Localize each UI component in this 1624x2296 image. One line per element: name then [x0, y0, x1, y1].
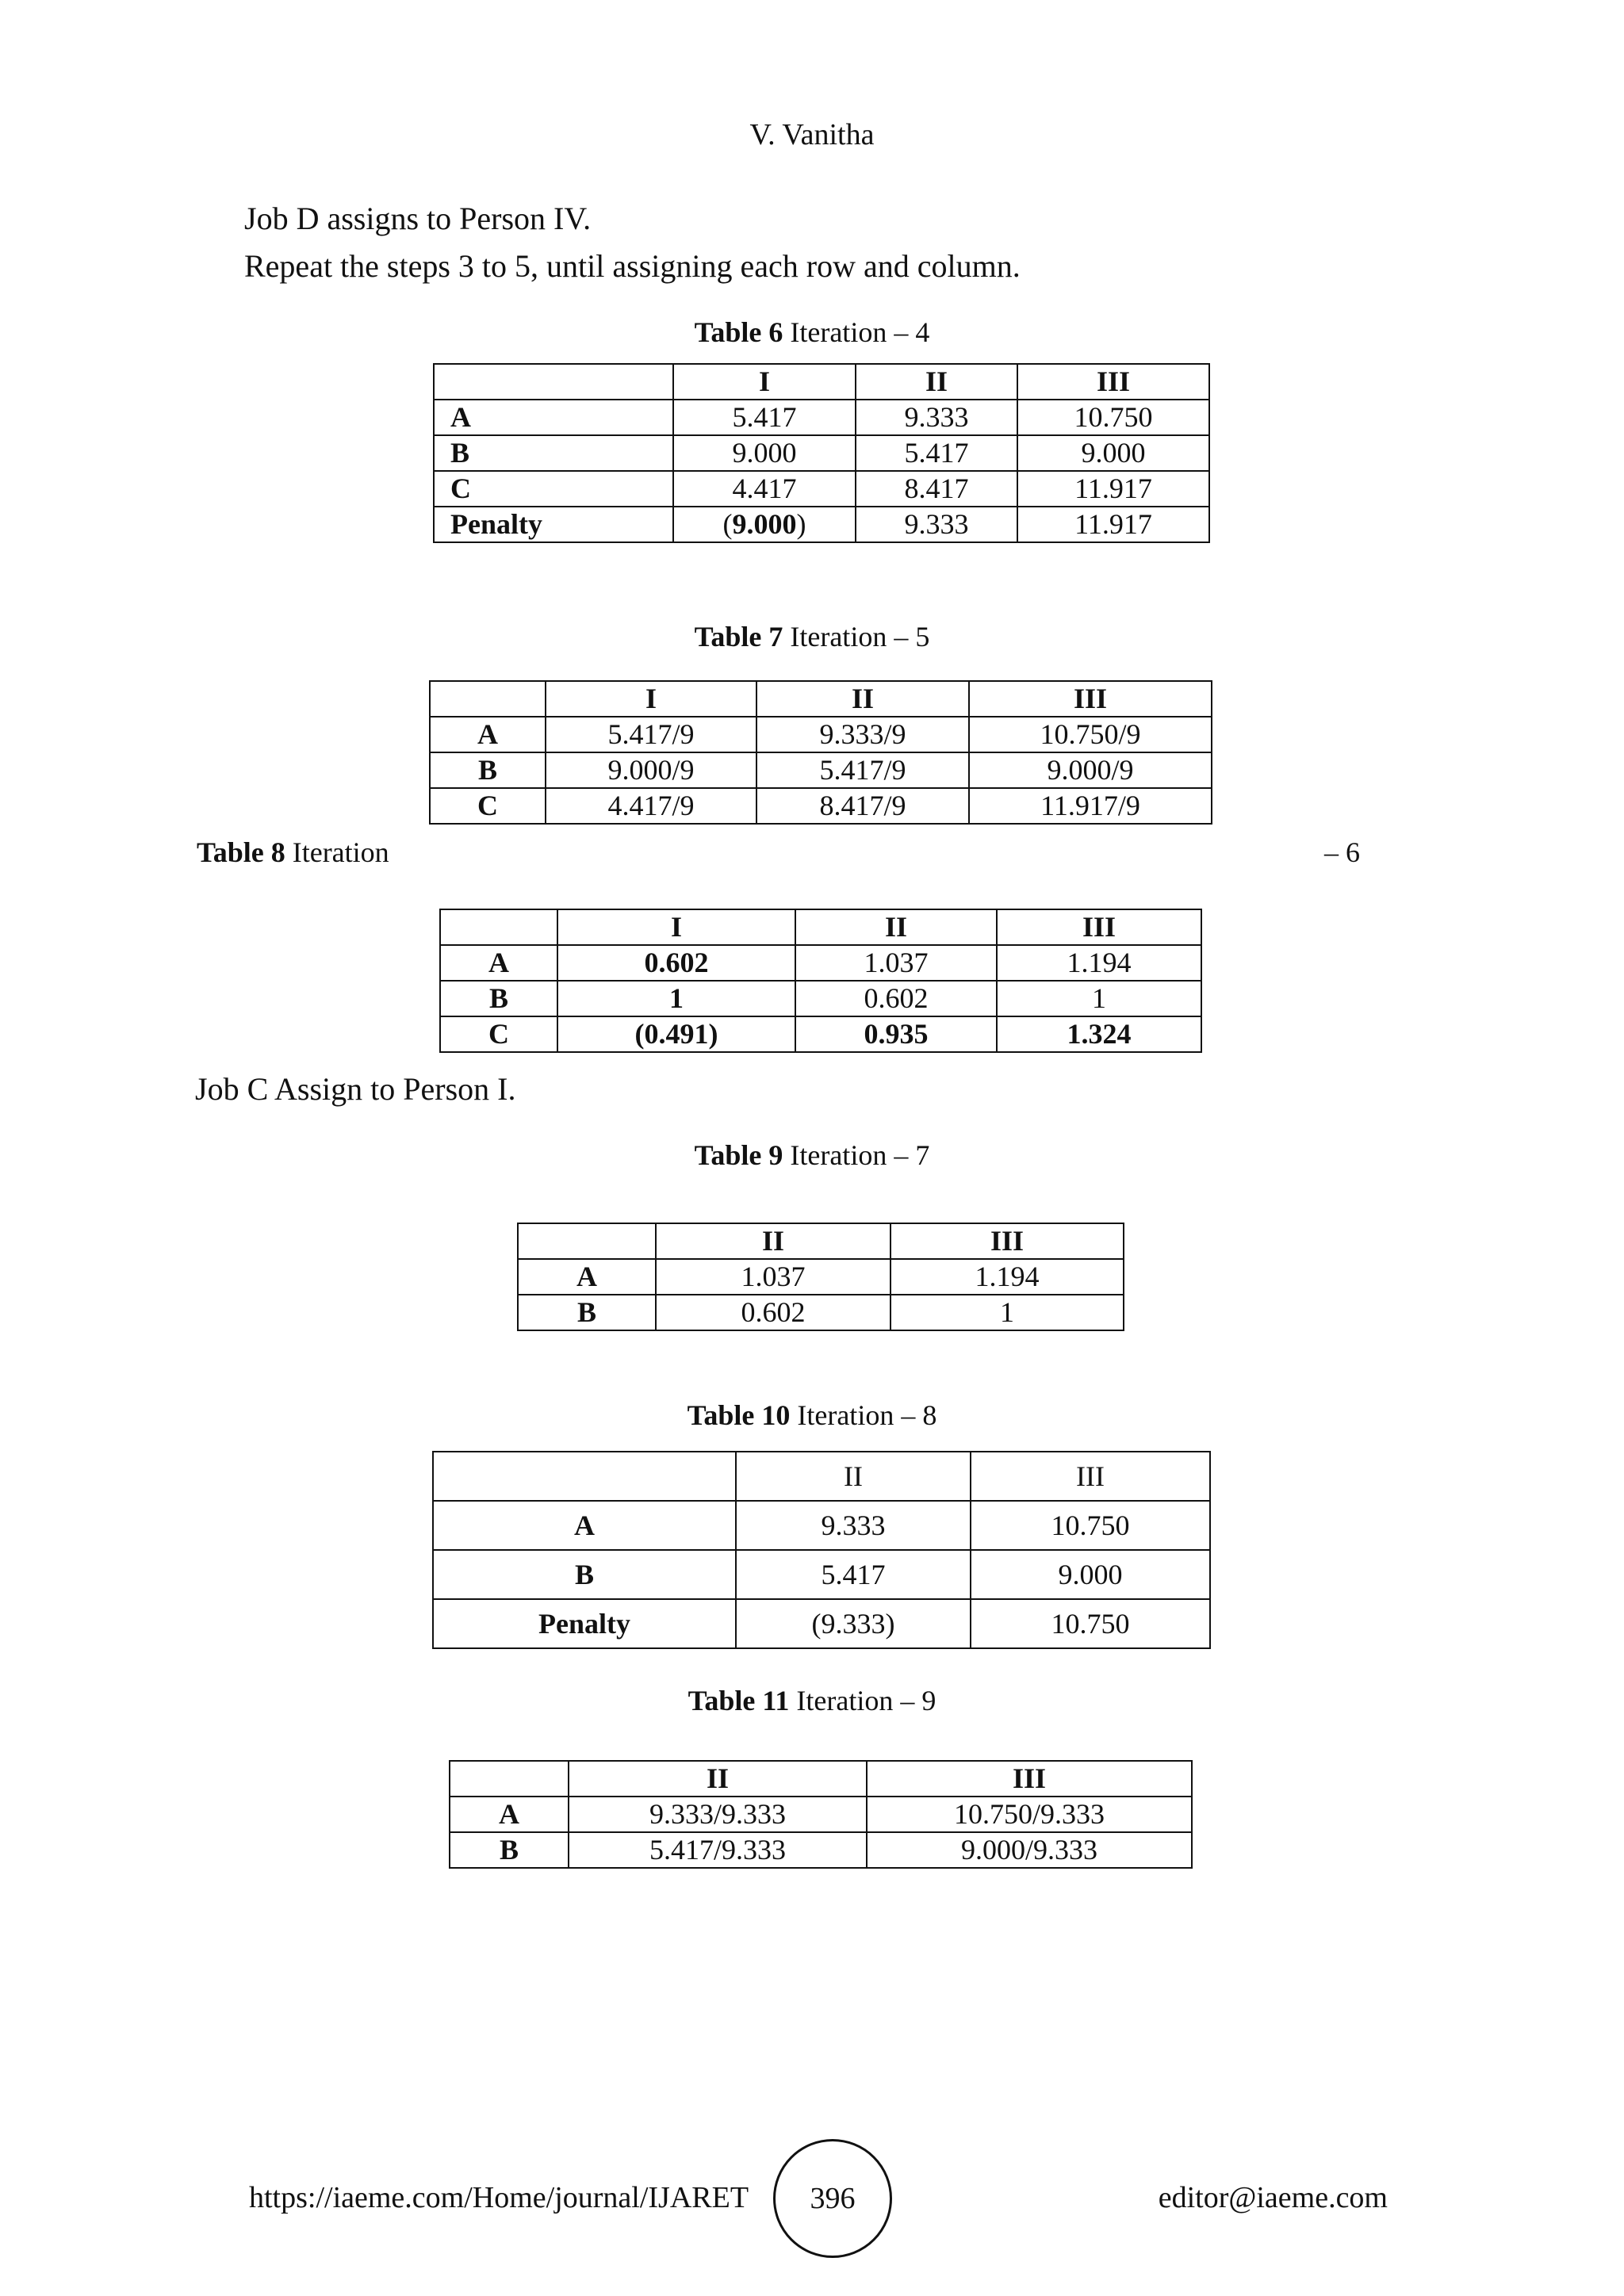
table9-caption [0, 1138, 1624, 1172]
table-8 [439, 909, 1202, 1053]
table-header-cell: III [867, 1761, 1192, 1797]
table-cell: 5.417/9 [546, 717, 756, 752]
paragraph-job-d: Job D assigns to Person IV. [244, 201, 592, 236]
table-header-cell: III [969, 681, 1212, 717]
table-header-cell [440, 909, 557, 945]
table-row [450, 1832, 1192, 1868]
row-label: Penalty [434, 507, 673, 542]
table-header-cell: II [795, 909, 997, 945]
row-label: Penalty [433, 1599, 736, 1648]
table10-caption-label: Table 10 [687, 1399, 791, 1431]
table-11 [449, 1760, 1193, 1869]
table-cell: 10.750 [971, 1501, 1210, 1550]
table-cell: 9.000 [673, 435, 856, 471]
table9-caption-text: Iteration – 7 [790, 1139, 930, 1171]
table-cell: 11.917/9 [969, 788, 1212, 824]
table-row [440, 945, 1201, 981]
page-number [773, 2139, 892, 2258]
table-header-cell: II [856, 364, 1017, 400]
table-cell: 0.602 [795, 981, 997, 1016]
row-label: B [434, 435, 673, 471]
table-cell: 9.000/9 [969, 752, 1212, 788]
table7-caption-label: Table 7 [694, 621, 783, 652]
footer-url[interactable]: https://iaeme.com/Home/journal/IJARET [249, 2181, 749, 2214]
row-label: A [440, 945, 557, 981]
page-number-text: 396 [810, 2182, 856, 2215]
table8-caption-label: Table 8 [197, 836, 285, 868]
table9-caption-label: Table 9 [694, 1139, 783, 1171]
table-row [433, 1550, 1210, 1599]
table8-caption-text: Iteration [292, 836, 389, 868]
paren-open: ( [722, 508, 733, 540]
table-cell: 9.333/9 [756, 717, 969, 752]
table11-caption-label: Table 11 [688, 1685, 790, 1716]
table10-caption [0, 1399, 1624, 1432]
table-header-row [430, 681, 1212, 717]
paren-close: ) [796, 508, 806, 540]
paragraph-repeat-steps: Repeat the steps 3 to 5, until assigning each row and column. [244, 248, 1021, 284]
table-7 [429, 680, 1212, 825]
table-header-row [433, 1452, 1210, 1501]
table-cell: 9.333 [856, 400, 1017, 435]
table-header-cell: III [997, 909, 1201, 945]
table6-caption-text: Iteration – 4 [790, 316, 930, 348]
row-label: B [433, 1550, 736, 1599]
selected-penalty: 9.000 [732, 508, 797, 540]
table-cell: 5.417 [856, 435, 1017, 471]
table-cell: 4.417/9 [546, 788, 756, 824]
running-head: V. Vanitha [749, 118, 875, 151]
table-cell: 9.000 [1017, 435, 1209, 471]
table-row [450, 1797, 1192, 1832]
table-header-row [450, 1761, 1192, 1797]
table-10 [432, 1451, 1211, 1649]
table-header-cell: III [1017, 364, 1209, 400]
table-row [518, 1295, 1124, 1330]
table-header-cell [434, 364, 673, 400]
table-header-cell [433, 1452, 736, 1501]
table-cell: 1 [557, 981, 795, 1016]
table-cell: (0.491) [557, 1016, 795, 1052]
table-cell: 1 [891, 1295, 1124, 1330]
table-header-cell: III [891, 1223, 1124, 1259]
table-row [434, 400, 1209, 435]
table-9 [517, 1223, 1124, 1331]
table-row [430, 788, 1212, 824]
table7-caption [0, 620, 1624, 653]
table-header-cell: I [557, 909, 795, 945]
table-header-cell [450, 1761, 569, 1797]
table-cell: 10.750 [1017, 400, 1209, 435]
table-cell: 10.750/9 [969, 717, 1212, 752]
table-cell: 1.037 [795, 945, 997, 981]
table-cell: 1.194 [891, 1259, 1124, 1295]
table-header-cell: II [569, 1761, 867, 1797]
table10-caption-text: Iteration – 8 [797, 1399, 937, 1431]
row-label: A [450, 1797, 569, 1832]
row-label: A [518, 1259, 656, 1295]
table-cell: 8.417/9 [756, 788, 969, 824]
table-row [434, 471, 1209, 507]
footer-email[interactable]: editor@iaeme.com [1158, 2181, 1388, 2214]
row-label: C [440, 1016, 557, 1052]
table-cell: 11.917 [1017, 507, 1209, 542]
table-cell: 11.917 [1017, 471, 1209, 507]
table-cell: 5.417 [673, 400, 856, 435]
table11-caption-text: Iteration – 9 [796, 1685, 936, 1716]
table-header-cell [430, 681, 546, 717]
table-cell: 10.750/9.333 [867, 1797, 1192, 1832]
table-cell: 9.333 [736, 1501, 971, 1550]
table6-caption [0, 316, 1624, 349]
table-header-cell: I [673, 364, 856, 400]
table-header-cell [518, 1223, 656, 1259]
table-header-cell: III [971, 1452, 1210, 1501]
table-cell [673, 507, 856, 542]
paragraph-job-c: Job C Assign to Person I. [195, 1071, 516, 1107]
table7-caption-text: Iteration – 5 [790, 621, 930, 652]
table-row [440, 981, 1201, 1016]
table6-caption-label: Table 6 [694, 316, 783, 348]
penalty-row [434, 507, 1209, 542]
table-header-cell: II [656, 1223, 891, 1259]
table-cell: 10.750 [971, 1599, 1210, 1648]
table-header-row [434, 364, 1209, 400]
table-cell: 0.602 [557, 945, 795, 981]
table-header-cell: II [756, 681, 969, 717]
table-cell: 9.000/9 [546, 752, 756, 788]
penalty-row [433, 1599, 1210, 1648]
table-cell: 1.324 [997, 1016, 1201, 1052]
table-cell: 5.417/9 [756, 752, 969, 788]
table11-caption [0, 1684, 1624, 1717]
row-label: C [434, 471, 673, 507]
table-row [433, 1501, 1210, 1550]
row-label: A [430, 717, 546, 752]
table-row [430, 717, 1212, 752]
table-cell: 8.417 [856, 471, 1017, 507]
table-row [518, 1259, 1124, 1295]
row-label: B [430, 752, 546, 788]
table-header-cell: II [736, 1452, 971, 1501]
table8-caption-suffix: – 6 [1324, 836, 1360, 868]
table-cell: 1.037 [656, 1259, 891, 1295]
table-header-row [518, 1223, 1124, 1259]
table-cell: 1 [997, 981, 1201, 1016]
table-cell: 5.417 [736, 1550, 971, 1599]
table-cell: 9.333/9.333 [569, 1797, 867, 1832]
table-cell: 5.417/9.333 [569, 1832, 867, 1868]
table8-caption [197, 836, 389, 869]
table-cell: 1.194 [997, 945, 1201, 981]
table-header-row [440, 909, 1201, 945]
row-label: B [518, 1295, 656, 1330]
table-cell: 4.417 [673, 471, 856, 507]
table-cell: 9.333 [856, 507, 1017, 542]
table-6 [433, 363, 1210, 543]
row-label: C [430, 788, 546, 824]
row-label: A [434, 400, 673, 435]
row-label: A [433, 1501, 736, 1550]
table-row [434, 435, 1209, 471]
table-row [440, 1016, 1201, 1052]
table-header-cell: I [546, 681, 756, 717]
table-cell: 9.000 [971, 1550, 1210, 1599]
table-cell: 0.602 [656, 1295, 891, 1330]
table-cell: (9.333) [736, 1599, 971, 1648]
table-row [430, 752, 1212, 788]
row-label: B [450, 1832, 569, 1868]
table-cell: 9.000/9.333 [867, 1832, 1192, 1868]
table-cell: 0.935 [795, 1016, 997, 1052]
row-label: B [440, 981, 557, 1016]
